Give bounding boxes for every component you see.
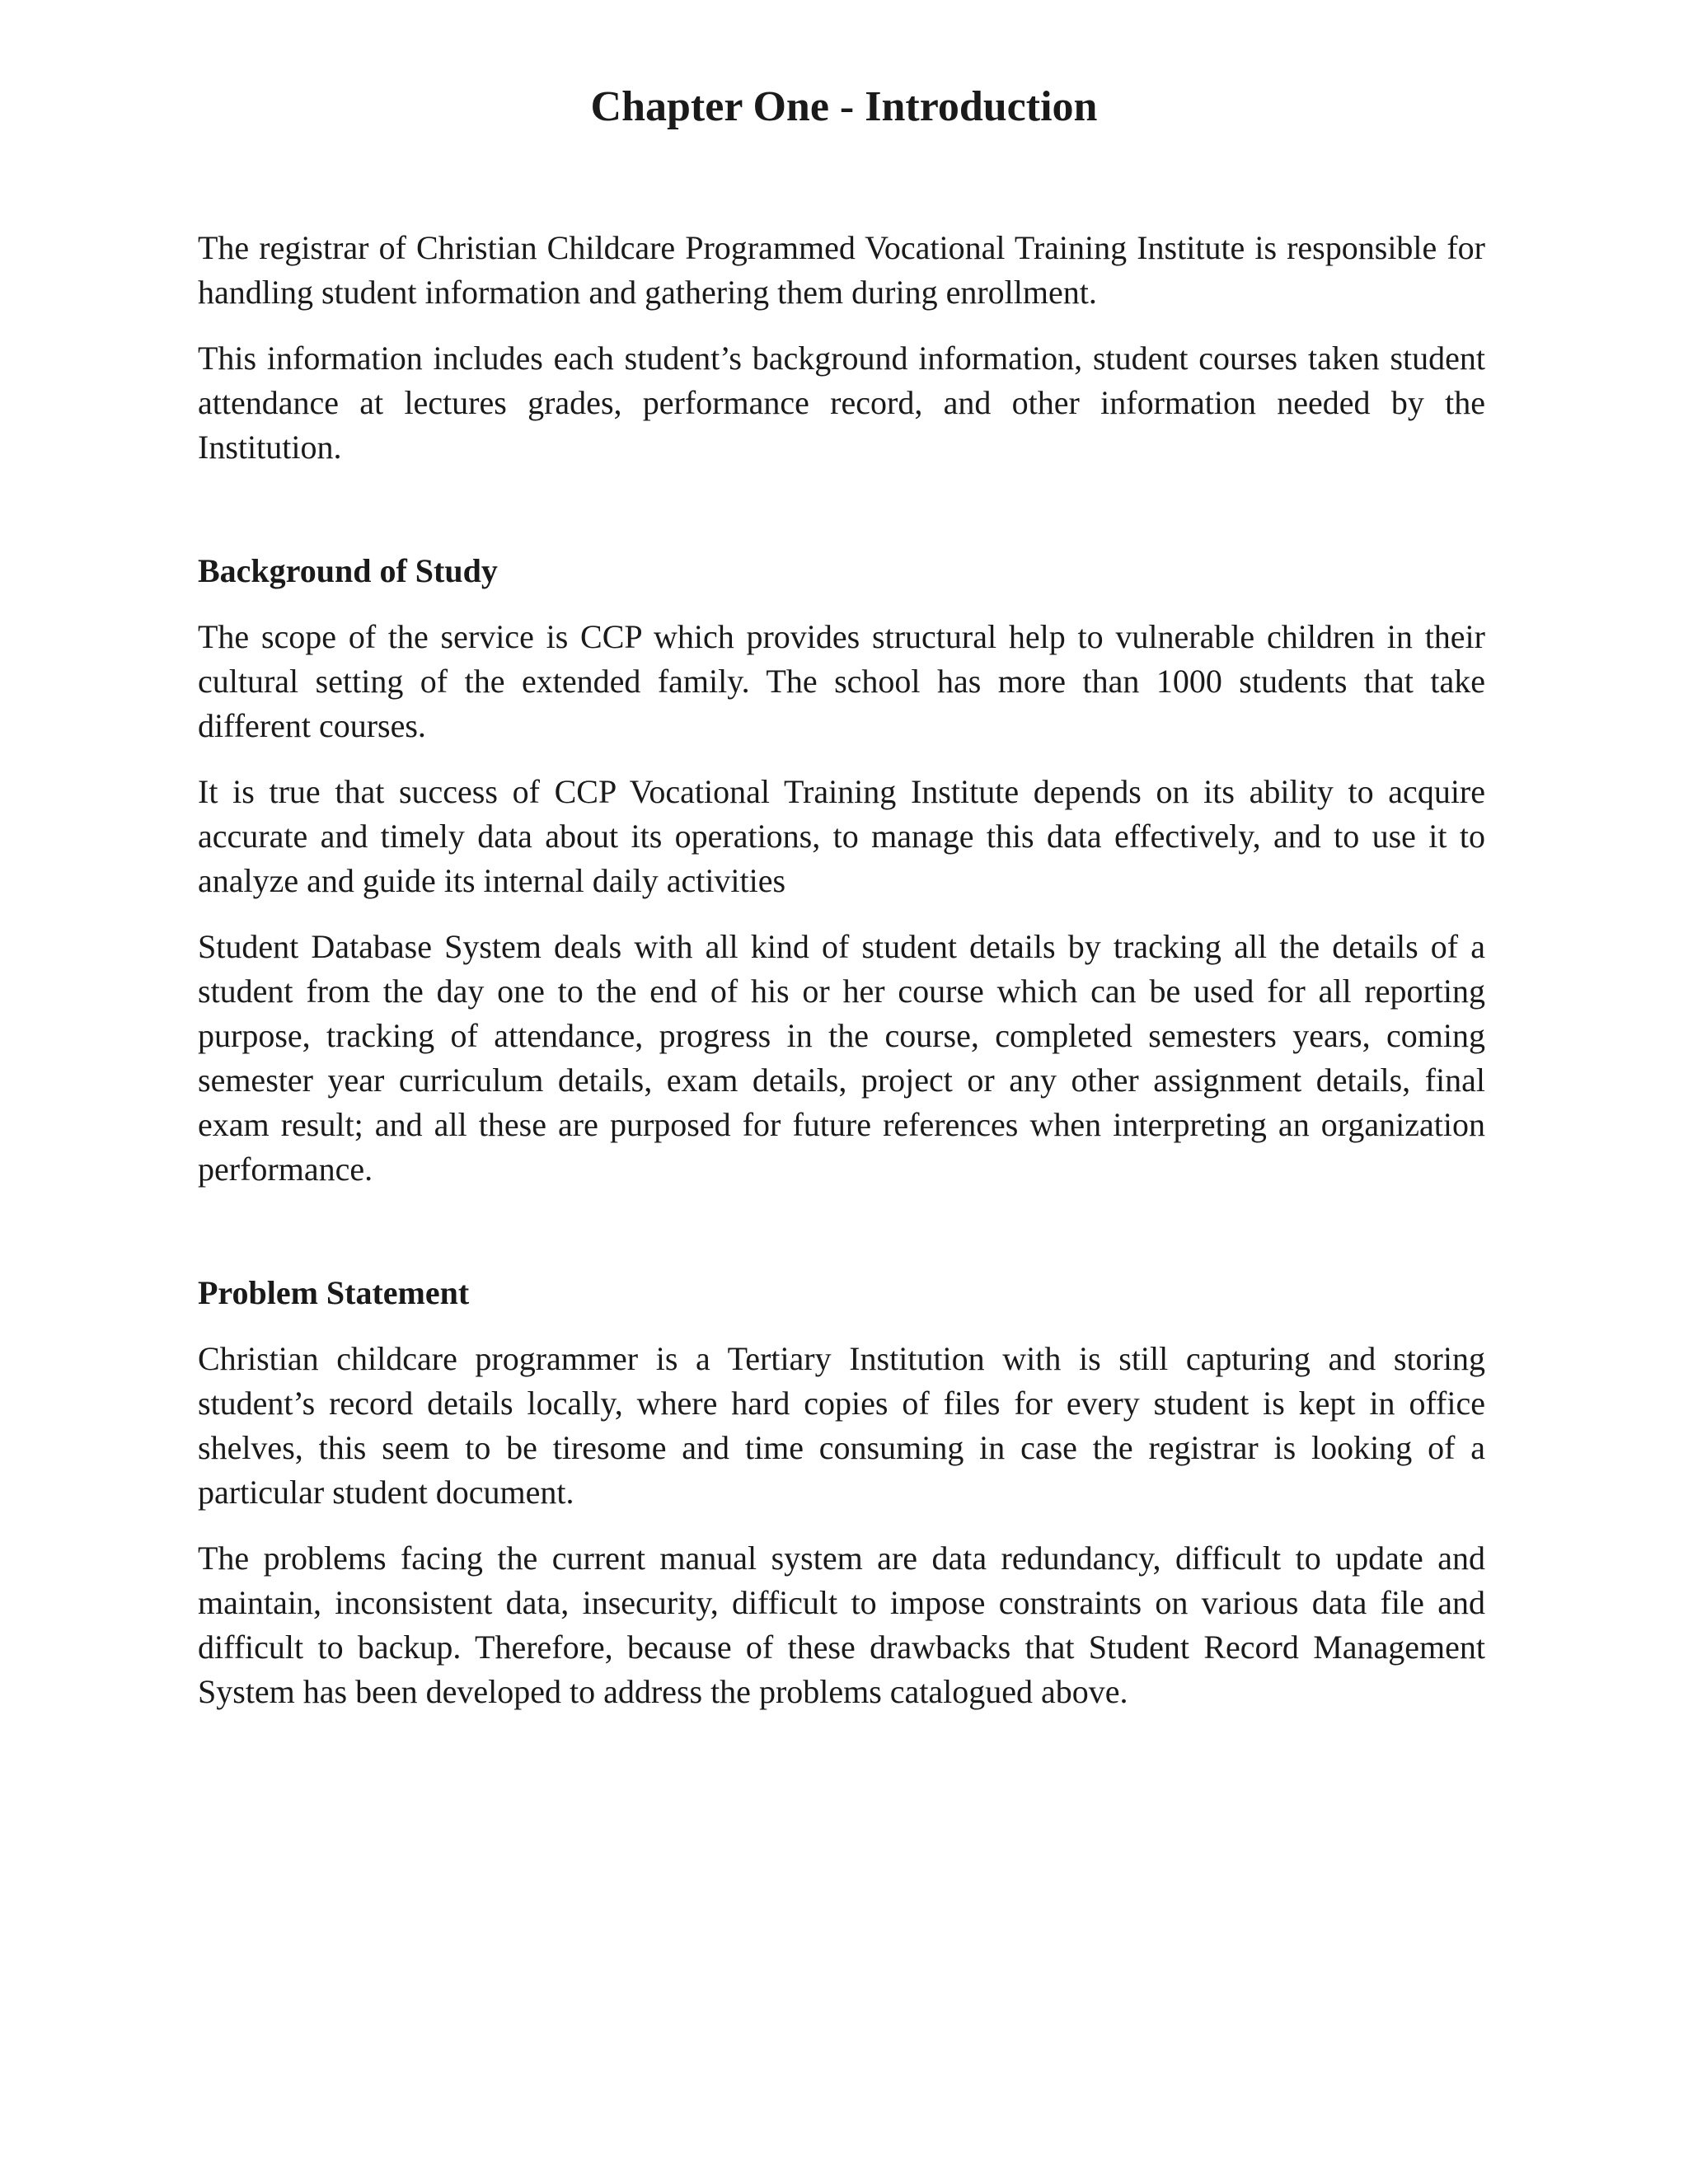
- background-paragraph: Student Database System deals with all kind of student details by tracking all the details of a student from the day one to the end of his or her course which can be used for all reporting purpose, tracking of attendance, progress in the course, completed semesters years, coming semester year curriculum details, exam details, project or any other assignment details, final exam result; and all these are purposed for future references when interpreting an organization performance.: [198, 928, 1485, 1188]
- background-paragraph: The scope of the service is CCP which provides structural help to vulnerable children in their cultural setting of the extended family. The school has more than 1000 students that take different courses.: [198, 618, 1485, 744]
- chapter-title: Chapter One - Introduction: [590, 83, 1098, 130]
- problem-paragraph: Christian childcare programmer is a Tertiary Institution with is still capturing and storing student’s record details locally, where hard copies of files for every student is kept in office shelves, this seem to be tiresome and time consuming in case the registrar is looking of a particular student document.: [198, 1340, 1485, 1511]
- section-heading-problem: Problem Statement: [198, 1274, 470, 1311]
- problem-paragraph: The problems facing the current manual system are data redundancy, difficult to update and maintain, inconsistent data, insecurity, difficult to impose constraints on various data file and difficult to backup. Therefore, because of these drawbacks that Student Record Management System has been developed to address the problems catalogued above.: [198, 1540, 1485, 1710]
- background-paragraph: It is true that success of CCP Vocational Training Institute depends on its ability to acquire accurate and timely data about its operations, to manage this data effectively, and to use it to analyze and guide its internal daily activities: [198, 773, 1485, 899]
- intro-paragraph: The registrar of Christian Childcare Programmed Vocational Training Institute is responsible for handling student information and gathering them during enrollment.: [198, 229, 1485, 311]
- section-heading-background: Background of Study: [198, 552, 498, 589]
- intro-paragraph: This information includes each student’s background information, student courses taken student attendance at lectures grades, performance record, and other information needed by the Institution.: [198, 340, 1485, 466]
- document-body: [198, 226, 1485, 1736]
